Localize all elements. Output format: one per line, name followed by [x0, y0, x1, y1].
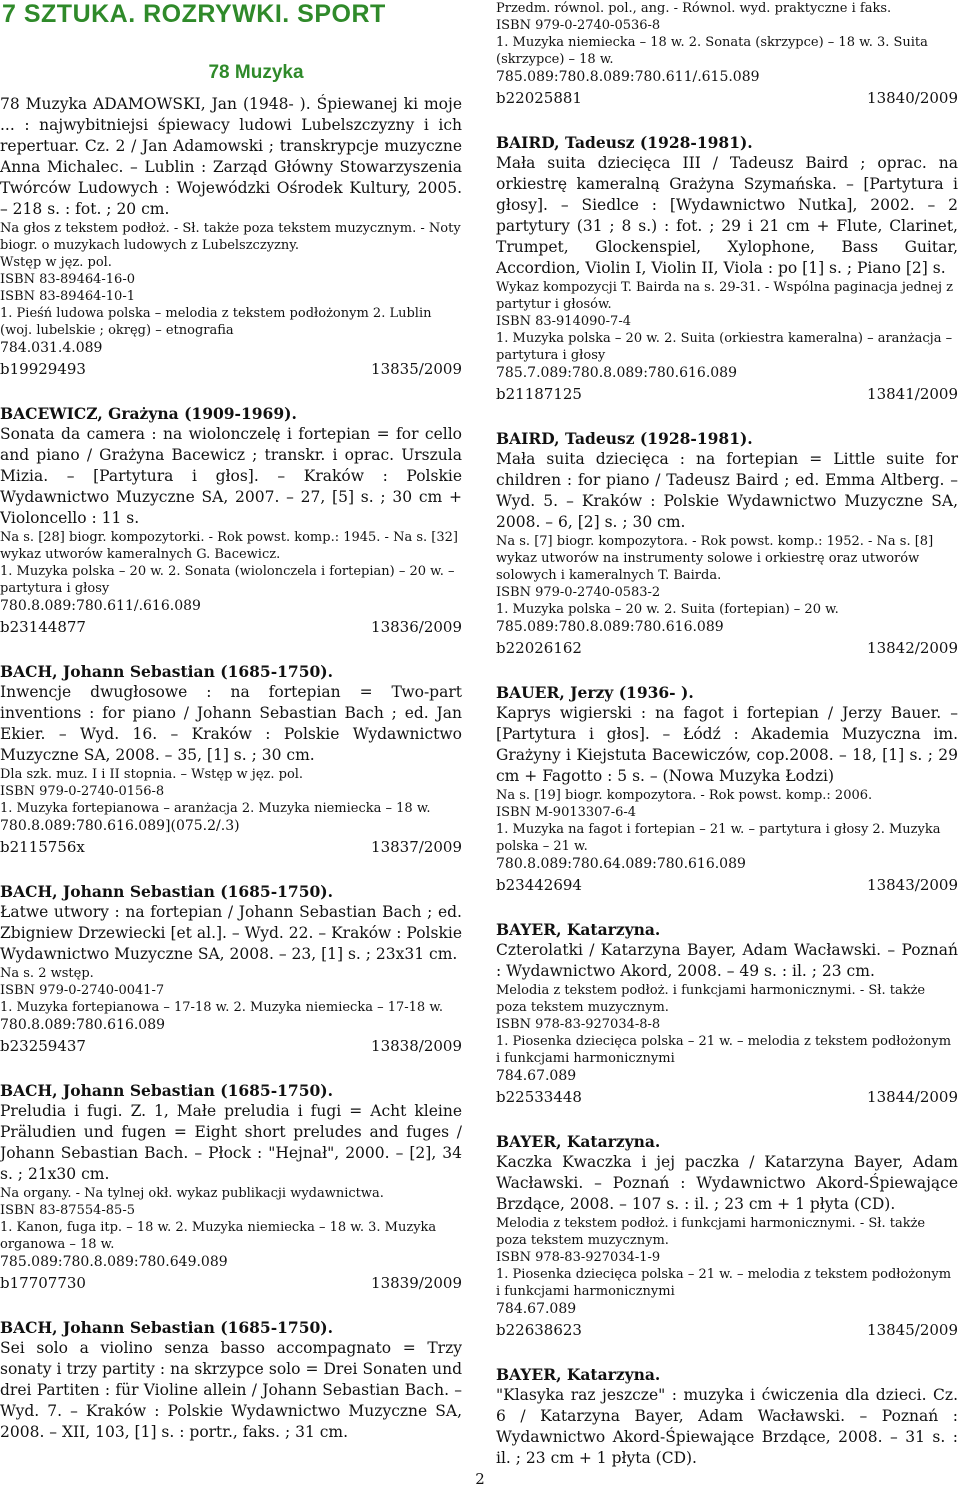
entry-id: b23144877: [0, 618, 86, 636]
entry-id: b19929493: [0, 360, 86, 378]
entry-note: ISBN 83-914090-7-4: [496, 314, 631, 329]
entry-note: ISBN 979-0-2740-0583-2: [496, 585, 661, 600]
catalog-entry: [496, 133, 958, 405]
entry-note: ISBN 83-89464-16-0: [0, 272, 135, 287]
entry-classification: 784.67.089: [496, 1068, 577, 1084]
entry-description: Kaprys wigierski : na fagot i fortepian / Jerzy Bauer. – [Partytura i głos]. – Łódź : Akademia Muzyczna im. Grażyny i Kiejstuta Bacewiczów, cop.2008. – 18, [1] s. ; 29 cm + Fagotto : 5 s. – (Nowa Muzyka Łodzi): [496, 704, 958, 785]
entry-number: 13837/2009: [371, 838, 462, 856]
left-column: [0, 0, 462, 1467]
entry-note: Na s. [28] biogr. kompozytorki. - Rok powst. komp.: 1945. - Na s. [32] wykaz utworów kameralnych G. Bacewicz.: [0, 530, 458, 562]
entry-description: Łatwe utwory : na fortepian / Johann Sebastian Bach ; ed. Zbigniew Drzewiecki [et al.]. – Wyd. 22. – Kraków : Polskie Wydawnictwo Muzyczne SA, 2008. – 23, [1] s. ; 23x31 cm.: [0, 903, 462, 963]
entry-note: ISBN M-9013307-6-4: [496, 805, 637, 820]
entry-footer: [496, 87, 958, 109]
entry-footer: [496, 383, 958, 405]
entry-note: Melodia z tekstem podłoż. i funkcjami harmonicznymi. - Sł. także poza tekstem muzycznym.: [496, 1216, 926, 1248]
entry-note: Wykaz kompozycji T. Bairda na s. 29-31. - Wspólna paginacja jednej z partytur i głosów.: [496, 280, 953, 312]
entry-note: 1. Muzyka na fagot i fortepian – 21 w. – partytura i głosy 2. Muzyka polska – 21 w.: [496, 822, 941, 854]
entry-number: 13836/2009: [371, 618, 462, 636]
entry-description: "Klasyka raz jeszcze" : muzyka i ćwiczenia dla dzieci. Cz. 6 / Katarzyna Bayer, Adam Wacławski. – Poznań : Wydawnictwo Akord-Śpiewające Brzdące, 2008. – 31 s. : il. ; 23 cm + 1 płyta (CD).: [496, 1386, 958, 1467]
entry-note: ISBN 979-0-2740-0536-8: [496, 18, 661, 33]
entry-note: Na s. [7] biogr. kompozytora. - Rok powst. komp.: 1952. - Na s. [8] wykaz utworów na instrumenty solowe i orkiestrę oraz utworów solowych i kameralnych T. Bairda.: [496, 534, 934, 583]
entry-note: Na s. 2 wstęp.: [0, 966, 94, 981]
entry-note: 1. Muzyka fortepianowa – 17-18 w. 2. Muzyka niemiecka – 17-18 w.: [0, 1000, 444, 1015]
entry-heading: BACH, Johann Sebastian (1685-1750).: [0, 1318, 334, 1337]
entry-note: 1. Pieśń ludowa polska – melodia z tekstem podłożonym 2. Lublin (woj. lubelskie ; okręg) – etnografia: [0, 306, 432, 338]
entry-classification: 780.8.089:780.64.089:780.616.089: [496, 856, 746, 872]
entry-id: b23442694: [496, 876, 582, 894]
entry-description: Sonata da camera : na wiolonczelę i fortepian = for cello and piano / Grażyna Bacewicz ; transkr. i oprac. Urszula Mizia. – [Partytura i głos]. – Kraków : Polskie Wydawnictwo Muzyczne SA, 2007. – 27, [5] s. ; 30 cm + Violoncello : 11 s.: [0, 425, 462, 527]
entry-heading: BAUER, Jerzy (1936- ).: [496, 683, 694, 702]
entry-id: b2115756x: [0, 838, 85, 856]
entry-number: 13843/2009: [867, 876, 958, 894]
entry-footer: [0, 1035, 462, 1057]
entry-id: b17707730: [0, 1274, 86, 1292]
entry-classification: 784.67.089: [496, 1301, 577, 1317]
entry-description: Mała suita dziecięca : na fortepian = Little suite for children : for piano / Tadeusz Baird ; ed. Emma Altberg. – Wyd. 5. – Kraków : Polskie Wydawnictwo Muzyczne SA, 2008. – 6, [2] s. ; 30 cm.: [496, 450, 958, 531]
entry-footer: [496, 874, 958, 896]
entry-id: b22026162: [496, 639, 582, 657]
entry-heading: BAIRD, Tadeusz (1928-1981).: [496, 133, 753, 152]
entry-classification: 785.7.089:780.8.089:780.616.089: [496, 365, 738, 381]
entry-heading: BAYER, Katarzyna.: [496, 920, 661, 939]
entry-heading: BACEWICZ, Grażyna (1909-1969).: [0, 404, 297, 423]
entry-note: Na organy. - Na tylnej okł. wykaz publikacji wydawnictwa.: [0, 1186, 384, 1201]
entry-note: Melodia z tekstem podłoż. i funkcjami harmonicznymi. - Sł. także poza tekstem muzycznym.: [496, 983, 926, 1015]
entry-number: 13838/2009: [371, 1037, 462, 1055]
entry-description: Kaczka Kwaczka i jej paczka / Katarzyna Bayer, Adam Wacławski. – Poznań : Wydawnictwo Akord-Śpiewające Brzdące, 2008. – 107 s. : il. ; 23 cm + 1 płyta (CD).: [496, 1153, 958, 1213]
entry-description: Preludia i fugi. Z. 1, Małe preludia i fugi = Acht kleine Präludien und fugen = Eight short preludes and fuges / Johann Sebastian Bach. – Płock : "Hejnał", 2000. – [2], 34 s. ; 21x30 cm.: [0, 1102, 462, 1183]
entry-note: Na głos z tekstem podłoż. - Sł. także poza tekstem muzycznym. - Noty biogr. o muzykach ludowych z Lubelszczyzny.: [0, 221, 461, 253]
entry-note: Na s. [19] biogr. kompozytora. - Rok powst. komp.: 2006.: [496, 788, 873, 803]
entry-classification: 785.089:780.8.089:780.616.089: [496, 619, 724, 635]
left-entries: [0, 94, 462, 1443]
catalog-entry: [0, 882, 462, 1057]
section-title: 7 SZTUKA. ROZRYWKI. SPORT: [2, 0, 386, 28]
entry-footer: [496, 1086, 958, 1108]
entry-note: 1. Kanon, fuga itp. – 18 w. 2. Muzyka niemiecka – 18 w. 3. Muzyka organowa – 18 w.: [0, 1220, 437, 1252]
entry-footer: [0, 616, 462, 638]
entry-heading: BAYER, Katarzyna.: [496, 1132, 661, 1151]
entry-description: 78 Muzyka ADAMOWSKI, Jan (1948- ). Śpiewanej ki moje ... : najwybitniejsi śpiewacy ludowi Lubelszczyzny i ich repertuar. Cz. 2 / Jan Adamowski ; transkrypcje muzyczne Anna Michalec. – Lublin : Zarząd Główny Stowarzyszenia Twórców Ludowych : Wojewódzki Ośrodek Kultury, 2005. – 218 s. : fot. ; 20 cm.: [0, 95, 462, 218]
entry-note: Przedm. równol. pol., ang. - Równol. wyd. praktyczne i faks.: [496, 1, 892, 16]
catalog-entry: [0, 1081, 462, 1294]
entry-number: 13841/2009: [867, 385, 958, 403]
entry-note: ISBN 83-87554-85-5: [0, 1203, 135, 1218]
entry-description: Czterolatki / Katarzyna Bayer, Adam Wacławski. – Poznań : Wydawnictwo Akord, 2008. – 49 s. : il. ; 23 cm.: [496, 941, 958, 980]
entry-heading: BAYER, Katarzyna.: [496, 1365, 661, 1384]
entry-classification: 785.089:780.8.089:780.649.089: [0, 1254, 228, 1270]
catalog-entry: [496, 1132, 958, 1341]
entry-description: Sei solo a violino senza basso accompagnato = Trzy sonaty i trzy partity : na skrzypce solo = Drei Sonaten und drei Partiten : für Violine allein / Johann Sebastian Bach. – Wyd. 7. – Kraków : Polskie Wydawnictwo Muzyczne SA, 2008. – XII, 103, [1] s. : portr., faks. ; 31 cm.: [0, 1339, 462, 1441]
entry-description: Mała suita dziecięca III / Tadeusz Baird ; oprac. na orkiestrę kameralną Grażyna Szymańska. – [Partytura i głosy]. – Siedlce : [Wydawnictwo Nutka], 2002. – 2 partytury (31 ; 8 s.) : fot. ; 29 i 21 cm + Flute, Clarinet, Trumpet, Glockenspiel, Xylophone, Bass Guitar, Accordion, Violin I, Violin II, Viola : po [1] s. ; Piano [2] s.: [496, 154, 958, 277]
page-number: 2: [475, 1470, 485, 1488]
catalog-entry: [0, 404, 462, 638]
catalog-entry: [496, 429, 958, 659]
entry-id: b23259437: [0, 1037, 86, 1055]
entry-number: 13842/2009: [867, 639, 958, 657]
entry-heading: BAIRD, Tadeusz (1928-1981).: [496, 429, 753, 448]
entry-classification: 780.8.089:780.611/.616.089: [0, 598, 201, 614]
entry-note: 1. Muzyka polska – 20 w. 2. Suita (fortepian) – 20 w.: [496, 602, 839, 617]
entry-note: Dla szk. muz. I i II stopnia. – Wstęp w jęz. pol.: [0, 767, 304, 782]
entry-id: b21187125: [496, 385, 582, 403]
right-column: [496, 0, 958, 1493]
entry-description: Inwencje dwugłosowe : na fortepian = Two-part inventions : for piano / Johann Sebastian Bach ; ed. Jan Ekier. – Wyd. 16. – Kraków : Polskie Wydawnictwo Muzyczne SA, 2008. – 35, [1] s. ; 30 cm.: [0, 683, 462, 764]
catalog-entry: [496, 1365, 958, 1469]
entry-note: 1. Muzyka fortepianowa – aranżacja 2. Muzyka niemiecka – 18 w.: [0, 801, 431, 816]
entry-number: 13844/2009: [867, 1088, 958, 1106]
entry-classification: 780.8.089:780.616.089: [0, 1017, 166, 1033]
entry-note: 1. Muzyka polska – 20 w. 2. Suita (orkiestra kameralna) – aranżacja – partytura i głosy: [496, 331, 953, 363]
entry-footer: [496, 637, 958, 659]
entry-heading: BACH, Johann Sebastian (1685-1750).: [0, 662, 334, 681]
catalog-entry: [496, 920, 958, 1108]
entry-classification: 784.031.4.089: [0, 340, 103, 356]
entry-note: ISBN 978-83-927034-8-8: [496, 1017, 661, 1032]
catalog-entry: [0, 662, 462, 858]
entry-classification: 780.8.089:780.616.089](075.2/.3): [0, 818, 240, 834]
entry-number: 13835/2009: [371, 360, 462, 378]
entry-id: b22638623: [496, 1321, 582, 1339]
entry-id: b22533448: [496, 1088, 582, 1106]
entry-footer: [0, 836, 462, 858]
entry-note: ISBN 978-83-927034-1-9: [496, 1250, 661, 1265]
entry-number: 13845/2009: [867, 1321, 958, 1339]
entry-heading: BACH, Johann Sebastian (1685-1750).: [0, 1081, 334, 1100]
catalog-entry: [0, 1318, 462, 1443]
catalog-entry: [496, 683, 958, 896]
catalog-entry: [0, 94, 462, 380]
entry-note: 1. Muzyka niemiecka – 18 w. 2. Sonata (skrzypce) – 18 w. 3. Suita (skrzypce) – 18 w.: [496, 35, 928, 67]
entry-note: ISBN 979-0-2740-0156-8: [0, 784, 165, 799]
entry-note: 1. Piosenka dziecięca polska – 21 w. – melodia z tekstem podłożonym i funkcjami harmonicznymi: [496, 1034, 952, 1066]
entry-number: 13840/2009: [867, 89, 958, 107]
catalog-entry: [496, 0, 958, 109]
entry-id: b22025881: [496, 89, 582, 107]
entry-footer: [0, 1272, 462, 1294]
right-entries: [496, 0, 958, 1469]
entry-classification: 785.089:780.8.089:780.611/.615.089: [496, 69, 760, 85]
entry-note: 1. Muzyka polska – 20 w. 2. Sonata (wiolonczela i fortepian) – 20 w. – partytura i głosy: [0, 564, 455, 596]
entry-footer: [496, 1319, 958, 1341]
entry-note: Wstęp w jęz. pol.: [0, 255, 112, 270]
entry-number: 13839/2009: [371, 1274, 462, 1292]
subsection-title: 78 Muzyka: [208, 62, 304, 83]
entry-note: ISBN 83-89464-10-1: [0, 289, 135, 304]
entry-heading: BACH, Johann Sebastian (1685-1750).: [0, 882, 334, 901]
entry-footer: [0, 358, 462, 380]
entry-note: ISBN 979-0-2740-0041-7: [0, 983, 165, 998]
entry-note: 1. Piosenka dziecięca polska – 21 w. – melodia z tekstem podłożonym i funkcjami harmonicznymi: [496, 1267, 952, 1299]
